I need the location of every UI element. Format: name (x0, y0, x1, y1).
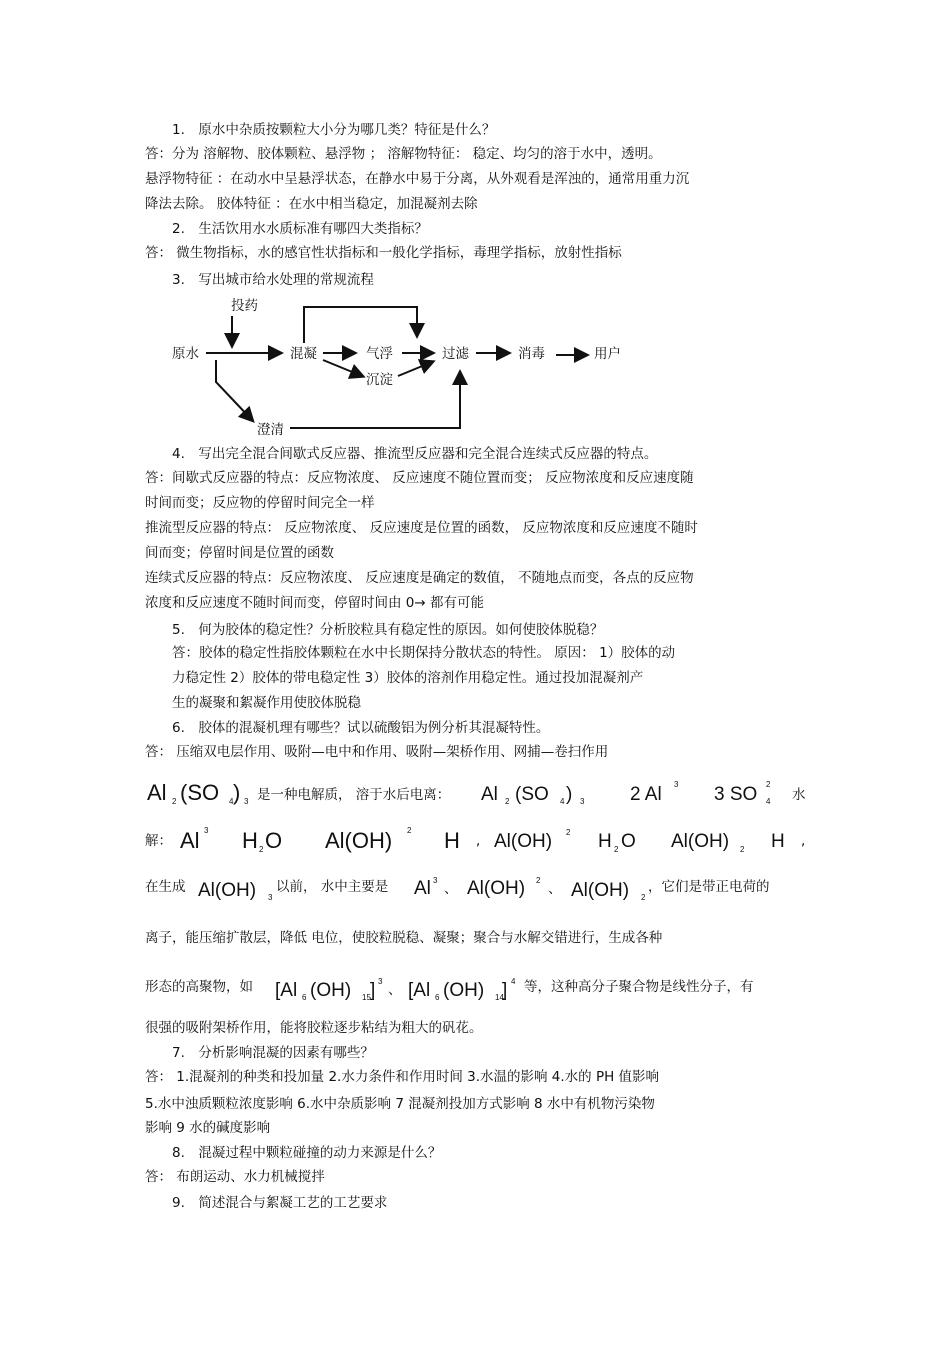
question-3-title: 3. 写出城市给水处理的常规流程 (172, 272, 374, 288)
answer-4-line-5: 连续式反应器的特点：反应物浓度、 反应速度是确定的数值， 不随地点而变，各点的反应物 (145, 570, 694, 586)
answer-2-line-1: 答： 微生物指标，水的感官性状指标和一般化学指标，毒理学指标，放射性指标 (145, 245, 622, 261)
eq1-water: 水 (792, 787, 806, 803)
answer-1-line-2: 悬浮物特征 ：在动水中呈悬浮状态，在静水中易于分离，从外观看是浑浊的，通常用重力沉 (145, 171, 690, 187)
bypass-coag-to-filt-arrow (304, 307, 417, 343)
answer-7-line-2: 5.水中浊质颗粒浓度影响 6.水中杂质影响 7 混凝剂投加方式影响 8 水中有机物污染物 (145, 1096, 655, 1112)
eq3-post: ，它们是带正电荷的 (648, 879, 770, 895)
question-2-title: 2. 生活饮用水水质标准有哪四大类指标？ (172, 221, 428, 237)
question-1-title: 1. 原水中杂质按颗粒大小分为哪几类？特征是什么？ (172, 122, 496, 138)
answer-5-line-2: 力稳定性 2）胶体的带电稳定性 3）胶体的溶剂作用稳定性。通过投加混凝剂产 (172, 670, 644, 686)
answer-6-line-3: 很强的吸附架桥作用，能将胶粒逐步粘结为粗大的矾花。 (145, 1020, 483, 1036)
node-dosing: 投药 (231, 298, 258, 314)
node-user: 用户 (594, 346, 621, 362)
answer-4-line-1: 答：间歇式反应器的特点：反应物浓度、 反应速度不随位置而变； 反应物浓度和反应速度随 (145, 470, 694, 486)
question-7-title: 7. 分析影响混凝的因素有哪些？ (172, 1045, 374, 1061)
node-coagulation: 混凝 (290, 346, 317, 362)
answer-6-line-2: 离子，能压缩扩散层，降低 电位，使胶粒脱稳、凝聚；聚合与水解交错进行，生成各种 (145, 930, 663, 946)
question-4-title: 4. 写出完全混合间歇式反应器、推流型反应器和完全混合连续式反应器的特点。 (172, 446, 658, 462)
answer-7-line-3: 影响 9 水的碱度影响 (145, 1120, 271, 1136)
answer-4-line-4: 间而变；停留时间是位置的函数 (145, 545, 334, 561)
sed-to-filt-arrow (398, 362, 432, 376)
coag-to-sed-arrow (323, 360, 362, 376)
question-5-title: 5. 何为胶体的稳定性？分析胶粒具有稳定性的原因。如何使胶体脱稳？ (172, 622, 604, 638)
eq4-post: 等，这种高分子聚合物是线性分子，有 (524, 979, 754, 995)
answer-6-line-1: 答： 压缩双电层作用、吸附—电中和作用、吸附—架桥作用、网捕—卷扫作用 (145, 744, 609, 760)
answer-8-line-1: 答： 布朗运动、水力机械搅拌 (145, 1169, 325, 1185)
document-page: 1. 原水中杂质按颗粒大小分为哪几类？特征是什么？ 答：分为 溶解物、胶体颗粒、悬浮物 ； 溶解物特征： 稳定、均匀的溶于水中，透明。 悬浮物特征 ：在动水中呈悬浮状态，在静水中易于分离，从外观看是浑浊的，通常用重力沉 降法去除。 胶体特征 ：在水中相当稳定，加混凝剂去除 2. 生活饮用水水质标准有哪四大类指标？ 答： 微生物指标，水的感官性状指标和一般化学指标，毒理学指标，放射性指标 3. 写出城市给水处理的常规流程 投药 原水 混凝 气浮 沉淀 澄清 过滤 消毒 用户 4. 写出完全混合间歇式反应器、推流型反应器和完全混合连续式反应器的特点。 答：间歇式反应器的特点：反应物浓度、 反应速度不随位置而变； 反应物浓度和反应速度随 时间而变；反应物的停留时间完全一样 推流型反应器的特点： 反应物浓度、 反应速度是位置的函数， 反应物浓度和反应速度不随时 间而变；停留时间是位置的函数 连续式反应器的特点：反应物浓度、 反应速度是确定的数值， 不随地点而变，各点的反应物 浓度和反应速度不随时间而变，停留时间由 0→ 都有可能 5. 何为胶体的稳定性？分析胶粒具有稳定性的原因。如何使胶体脱稳？ 答：胶体的稳定性指胶体颗粒在水中长期保持分散状态的特性。 原因： 1）胶体的动 力稳定性 2）胶体的带电稳定性 3）胶体的溶剂作用稳定性。通过投加混凝剂产 生的凝聚和絮凝作用使胶体脱稳 6. 胶体的混凝机理有哪些？试以硫酸铝为例分析其混凝特性。 答： 压缩双电层作用、吸附—电中和作用、吸附—架桥作用、网捕—卷扫作用 Al 2 (SO 4 ) 3 是一种电解质， 溶于水后电离： Al 2 (SO 4 ) 3 2 Al 3 3 SO 2 4 水 解： Al 3 H 2 O Al(OH) 2 H , Al(OH) 2 H 2 O Al(OH) 2 H , 在生成 Al(OH) 3 以前， 水中主要是 Al 3 、 Al(OH) 2 、 Al(OH) 2 ，它们是带正电荷的 离子，能压缩扩散层，降低 电位，使胶粒脱稳、凝聚；聚合与水解交错进行，生成各种 形态的高聚物，如 [Al 6 (OH) 15 ] 3 、 [Al 6 (OH) 14 ] 4 等，这种高分子聚合物是线性分子，有 很强的吸附架桥作用，能将胶粒逐步粘结为粗大的矾花。 7. 分析影响混凝的因素有哪些？ 答： 1.混凝剂的种类和投加量 2.水力条件和作用时间 3.水温的影响 4.水的 PH 值影响 5.水中浊质颗粒浓度影响 6.水中杂质影响 7 混凝剂投加方式影响 8 水中有机物污染物 影响 9 水的碱度影响 8. 混凝过程中颗粒碰撞的动力来源是什么？ 答： 布朗运动、水力机械搅拌 9. 简述混合与絮凝工艺的工艺要求 (0, 0, 950, 1345)
node-flotation: 气浮 (366, 346, 393, 362)
answer-4-line-2: 时间而变；反应物的停留时间完全一样 (145, 495, 375, 511)
answer-5-line-3: 生的凝聚和絮凝作用使胶体脱稳 (172, 695, 361, 711)
eq4-pre: 形态的高聚物，如 (145, 979, 253, 995)
answer-1-line-3: 降法去除。 胶体特征 ：在水中相当稳定，加混凝剂去除 (145, 196, 478, 212)
node-disinfection: 消毒 (518, 346, 545, 362)
eq3-mid: 以前， 水中主要是 (276, 879, 389, 895)
node-raw-water: 原水 (172, 346, 199, 362)
node-clarification: 澄清 (257, 422, 284, 438)
question-8-title: 8. 混凝过程中颗粒碰撞的动力来源是什么？ (172, 1145, 442, 1161)
eq3-pre: 在生成 (145, 879, 186, 895)
answer-4-line-6: 浓度和反应速度不随时间而变，停留时间由 0→ 都有可能 (145, 595, 484, 611)
eq1-text: 是一种电解质， 溶于水后电离： (257, 787, 451, 803)
node-sedimentation: 沉淀 (366, 372, 393, 388)
answer-7-line-1: 答： 1.混凝剂的种类和投加量 2.水力条件和作用时间 3.水温的影响 4.水的 PH 值影响 (145, 1069, 660, 1085)
answer-1-line-1: 答：分为 溶解物、胶体颗粒、悬浮物 ； 溶解物特征： 稳定、均匀的溶于水中，透明。 (145, 146, 662, 162)
node-filtration: 过滤 (442, 346, 469, 362)
question-6-title: 6. 胶体的混凝机理有哪些？试以硫酸铝为例分析其混凝特性。 (172, 720, 550, 736)
answer-4-line-3: 推流型反应器的特点： 反应物浓度、 反应速度是位置的函数， 反应物浓度和反应速度不随时 (145, 520, 698, 536)
answer-5-line-1: 答：胶体的稳定性指胶体颗粒在水中长期保持分散状态的特性。 原因： 1）胶体的动 (172, 645, 676, 661)
eq3-sep-2: 、 (548, 881, 562, 897)
raw-to-clar-arrow (216, 360, 252, 420)
question-9-title: 9. 简述混合与絮凝工艺的工艺要求 (172, 1195, 388, 1211)
eq2-label: 解： (145, 833, 172, 849)
eq3-sep-1: 、 (444, 881, 458, 897)
